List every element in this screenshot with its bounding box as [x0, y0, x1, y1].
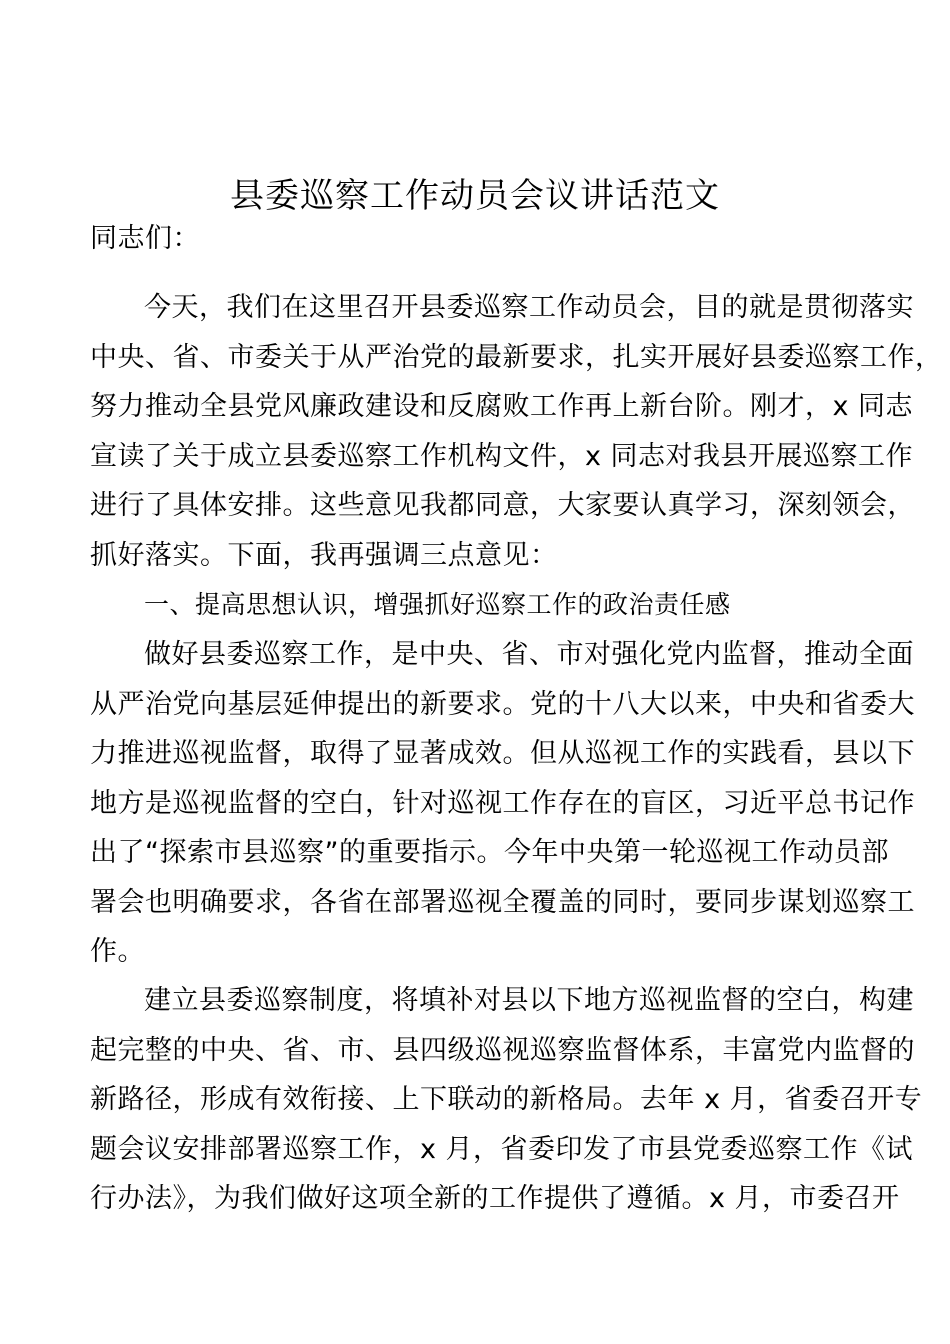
- paragraph-line: 中央、省、市委关于从严治党的最新要求，扎实开展好县委巡察工作，: [90, 341, 943, 373]
- salutation: 同志们：: [90, 223, 200, 254]
- paragraph-line: 力推进巡视监督，取得了显著成效。但从巡视工作的实践看，县以下: [90, 738, 915, 769]
- paragraph-line: 努力推动全县党风廉政建设和反腐败工作再上新台阶。刚才，x 同志: [90, 391, 914, 422]
- paragraph-line: 新路径，形成有效衔接、上下联动的新格局。去年 x 月，省委召开专: [90, 1084, 923, 1115]
- paragraph-opening: [90, 283, 943, 580]
- paragraph-line: 建立县委巡察制度，将填补对县以下地方巡视监督的空白，构建: [144, 985, 914, 1016]
- paragraph-line: 地方是巡视监督的空白，针对巡视工作存在的盲区，习近平总书记作: [90, 787, 915, 819]
- paragraph-line: 进行了具体安排。这些意见我都同意，大家要认真学习，深刻领会，: [90, 490, 915, 521]
- paragraph-line: 起完整的中央、省、市、县四级巡视巡察监督体系，丰富党内监督的: [90, 1034, 915, 1066]
- paragraph-line: 宣读了关于成立县委巡察工作机构文件，x 同志对我县开展巡察工作: [90, 440, 914, 472]
- paragraph-line: 做好县委巡察工作，是中央、省、市对强化党内监督，推动全面: [144, 639, 914, 670]
- paragraph-line: 抓好落实。下面，我再强调三点意见：: [90, 539, 558, 571]
- section-heading-block: [90, 580, 860, 630]
- paragraph-line: 今天，我们在这里召开县委巡察工作动员会，目的就是贯彻落实: [144, 292, 914, 323]
- salutation-block: [90, 214, 860, 264]
- document-title: 县委巡察工作动员会议讲话范文: [230, 176, 720, 216]
- paragraph-section1: [90, 630, 915, 977]
- paragraph-system: [90, 976, 923, 1224]
- paragraph-line: 行办法》，为我们做好这项全新的工作提供了遵循。x 月，市委召开: [90, 1183, 900, 1214]
- paragraph-line: 从严治党向基层延伸提出的新要求。党的十八大以来，中央和省委大: [90, 688, 915, 720]
- section-heading: 一、提高思想认识，增强抓好巡察工作的政治责任感: [144, 590, 731, 619]
- paragraph-line: 作。: [90, 936, 145, 967]
- paragraph-line: 署会也明确要求，各省在部署巡视全覆盖的同时，要同步谋划巡察工: [90, 886, 915, 918]
- paragraph-line: 题会议安排部署巡察工作，x 月，省委印发了市县党委巡察工作《试: [90, 1133, 914, 1165]
- paragraph-line: 出了“探索市县巡察”的重要指示。今年中央第一轮巡视工作动员部: [90, 837, 889, 868]
